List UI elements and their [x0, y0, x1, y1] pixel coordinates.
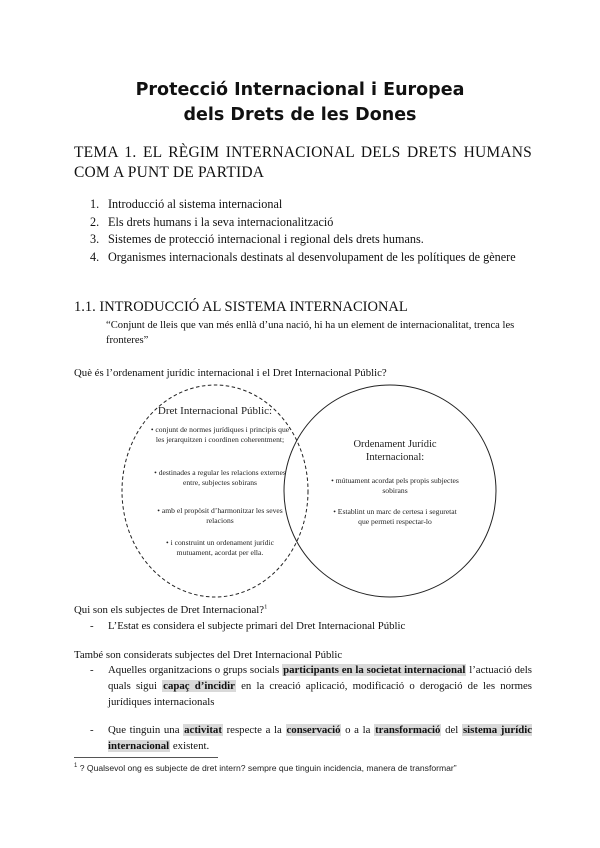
- outline-list: [90, 196, 532, 266]
- text-run: Aquelles organitzacions o grups socials: [108, 664, 283, 676]
- highlight: activitat: [184, 724, 222, 736]
- question-subjectes: [74, 603, 267, 617]
- tema-heading: TEMA 1. EL RÈGIM INTERNACIONAL DELS DRETS HUMANS COM A PUNT DE PARTIDA: [74, 144, 532, 181]
- also-heading: També son considerats subjectes del Dret Internacional Públic: [74, 649, 343, 661]
- outline-item: [90, 231, 532, 249]
- outline-text: Introducció al sistema internacional: [108, 197, 283, 211]
- outline-item: [90, 196, 532, 214]
- outline-text: Sistemes de protecció internacional i regional dels drets humans.: [108, 232, 424, 246]
- title-line-2: dels Drets de les Dones: [183, 105, 417, 125]
- venn-left-item: • amb el propòsit d’harmonitzar les seves relacions: [157, 506, 283, 525]
- footnote: [74, 762, 544, 774]
- highlight: transformació: [375, 724, 441, 736]
- outline-number: 2.: [90, 214, 100, 229]
- text-run: Que tinguin una: [108, 724, 184, 736]
- outline-text: Els drets humans i la seva internacionalització: [108, 214, 334, 229]
- venn-left-item: • conjunt de normes jurídiques i principis que les jerarquitzen i coordinen coherentment;: [150, 425, 290, 444]
- section-heading: 1.1. INTRODUCCIÓ AL SISTEMA INTERNACIONAL: [74, 299, 408, 315]
- venn-left-title: Dret Internacional Públic:: [157, 405, 273, 417]
- subject-list-item: [90, 618, 532, 634]
- footnote-reference: 1: [264, 603, 268, 611]
- outline-item: [90, 214, 532, 232]
- venn-right-title: Ordenament Jurídic Internacional:: [353, 439, 437, 463]
- also-text: [108, 662, 532, 710]
- dash-bullet: -: [90, 724, 94, 736]
- question-ordenament: Què és l’ordenament jurídic internacional i el Dret Internacional Públic?: [74, 367, 387, 379]
- highlight: conservació: [286, 724, 341, 736]
- text-run: en la creació aplicació, modificació o derogació de les normes jurídiques internacionals: [108, 680, 533, 708]
- text-run: existent.: [170, 740, 210, 752]
- outline-number: 4.: [90, 249, 100, 264]
- outline-number: 3.: [90, 232, 100, 246]
- document-title: [0, 78, 600, 128]
- text-run: respecte a la: [222, 724, 286, 736]
- venn-right-item: • mútuament acordat pels propis subjectes sobirans: [331, 476, 459, 495]
- subject-text: L’Estat es considera el subjecte primari del Dret Internacional Públic: [108, 620, 406, 632]
- highlight: sistema jurídic internacional: [108, 724, 532, 752]
- text-run: del: [441, 724, 462, 736]
- dash-bullet: -: [90, 620, 94, 632]
- footnote-number: 1: [74, 763, 78, 770]
- footnote-divider: [74, 757, 218, 758]
- also-list-item: [90, 662, 532, 710]
- text-run: o a la: [341, 724, 375, 736]
- footnote-text: ? Qualsevol ong es subjecte de dret intern? sempre que tinguin incidencia, manera de transformar”: [77, 763, 457, 773]
- outline-item: [90, 249, 532, 267]
- title-line-1: Protecció Internacional i Europea: [135, 80, 465, 100]
- venn-left-item: • destinades a regular les relacions externes entre, subjectes sobirans: [154, 468, 286, 487]
- dash-bullet: -: [90, 664, 94, 676]
- definition-quote: “Conjunt de lleis que van més enllà d’una nació, hi ha un element de internacionalitat, trenca les fronteres”: [106, 320, 515, 346]
- highlight: participants en la societat internacional: [283, 664, 466, 676]
- outline-number: 1.: [90, 197, 100, 211]
- question-subjectes-text: Qui son els subjectes de Dret Internacional?: [74, 604, 265, 616]
- also-list-item: [90, 722, 532, 754]
- text-run: l’actuació dels quals sigui: [108, 664, 532, 692]
- venn-right-item: • Establint un marc de certesa i seguretat que permeti respectar-lo: [333, 507, 457, 526]
- venn-left-item: • i construint un ordenament jurídic mutuament, acordat per ella.: [166, 538, 274, 557]
- outline-text: Organismes internacionals destinats al desenvolupament de les polítiques de gènere: [108, 249, 516, 264]
- also-text: [108, 722, 532, 754]
- highlight: capaç d’incidir: [163, 680, 235, 692]
